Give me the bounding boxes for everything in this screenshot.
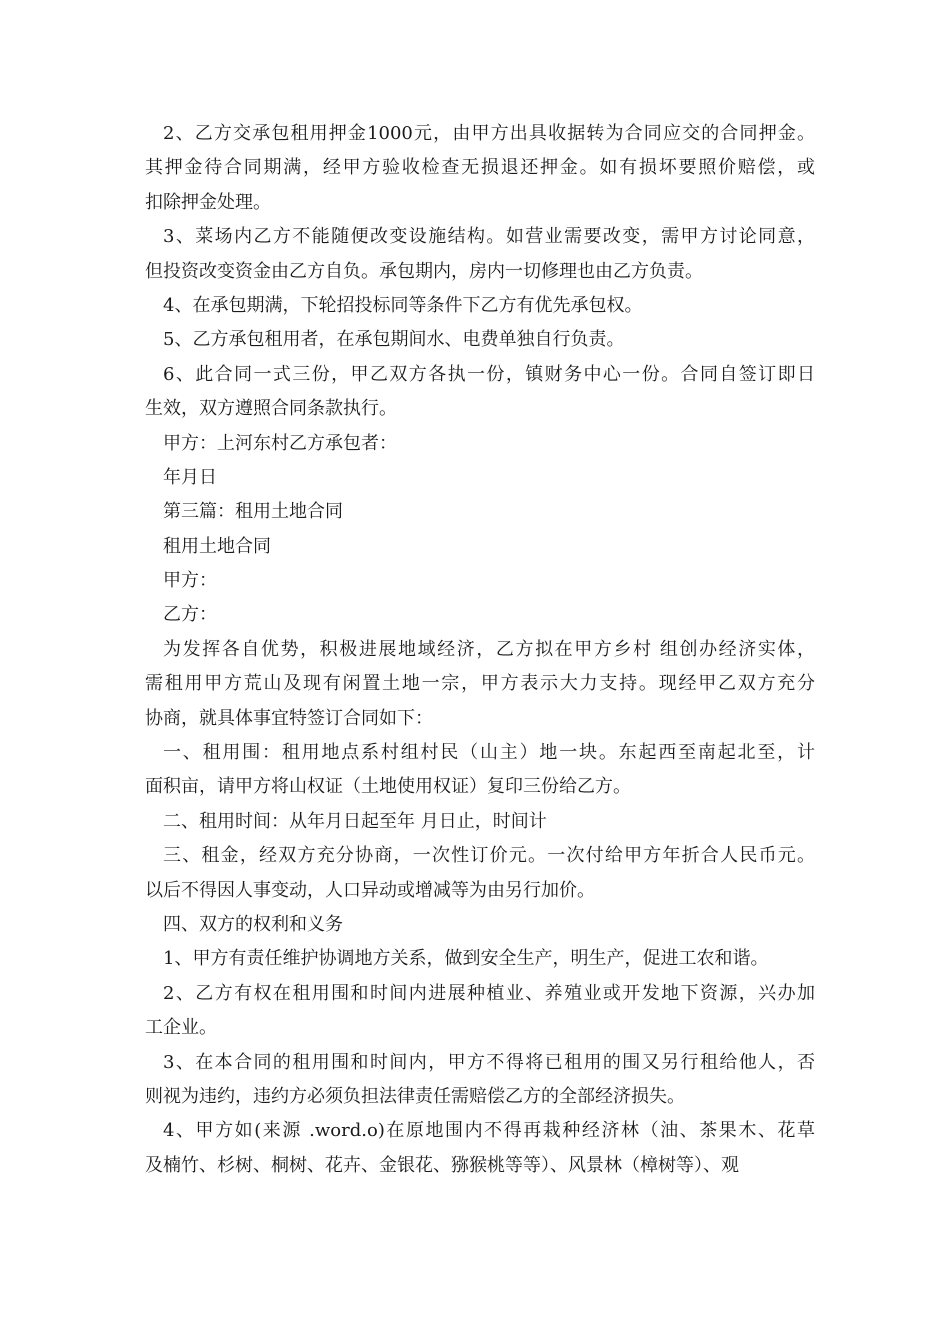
paragraph-line: 其押金待合同期满，经甲方验收检查无损退还押金。如有损坏要照价赔偿，或 — [145, 157, 815, 179]
section-heading: 第三篇：租用土地合同 — [163, 501, 343, 523]
contract-title: 租用土地合同 — [163, 535, 271, 557]
date-line: 年月日 — [163, 466, 217, 488]
party-b-line: 乙方： — [163, 604, 217, 626]
paragraph-line: 3、在本合同的租用围和时间内，甲方不得将已租用的围又另行租给他人，否 — [163, 1051, 815, 1073]
paragraph-line: 为发挥各自优势，积极进展地域经济，乙方拟在甲方乡村 组创办经济实体， — [163, 638, 815, 660]
party-a-line: 甲方： — [163, 570, 217, 592]
paragraph-line: 5、乙方承包租用者，在承包期间水、电费单独自行负责。 — [163, 329, 625, 351]
paragraph-line: 1、甲方有责任维护协调地方关系，做到安全生产，明生产，促进工农和谐。 — [163, 948, 769, 970]
signature-line: 甲方：上河东村乙方承包者： — [163, 432, 397, 454]
paragraph-line: 但投资改变资金由乙方自负。承包期内，房内一切修理也由乙方负责。 — [145, 260, 703, 282]
paragraph-line: 工企业。 — [145, 1017, 217, 1039]
paragraph-line: 4、甲方如(来源 .word.o)在原地围内不得再栽种经济林（油、茶果木、花草 — [163, 1120, 815, 1142]
paragraph-line: 面积亩，请甲方将山权证（土地使用权证）复印三份给乙方。 — [145, 776, 631, 798]
paragraph-line: 3、菜场内乙方不能随便改变设施结构。如营业需要改变，需甲方讨论同意， — [163, 226, 815, 248]
paragraph-line: 4、在承包期满，下轮招投标同等条件下乙方有优先承包权。 — [163, 294, 643, 316]
paragraph-line: 扣除押金处理。 — [145, 191, 271, 213]
paragraph-line: 需租用甲方荒山及现有闲置土地一宗，甲方表示大力支持。现经甲乙双方充分 — [145, 673, 815, 695]
paragraph-line: 6、此合同一式三份，甲乙双方各执一份，镇财务中心一份。合同自签订即日 — [163, 363, 815, 385]
paragraph-line: 以后不得因人事变动，人口异动或增减等为由另行加价。 — [145, 879, 595, 901]
paragraph-line: 则视为违约，违约方必须负担法律责任需赔偿乙方的全部经济损失。 — [145, 1085, 685, 1107]
paragraph-line: 2、乙方有权在租用围和时间内进展种植业、养殖业或开发地下资源，兴办加 — [163, 982, 815, 1004]
paragraph-line: 及楠竹、杉树、桐树、花卉、金银花、猕猴桃等等）、风景林（樟树等）、观 — [145, 1154, 739, 1176]
paragraph-line: 二、租用时间：从年月日起至年 月日止，时间计 — [163, 810, 547, 832]
paragraph-line: 三、租金，经双方充分协商，一次性订价元。一次付给甲方年折合人民币元。 — [163, 845, 815, 867]
section-heading: 四、双方的权利和义务 — [163, 913, 343, 935]
document-body — [145, 117, 815, 1183]
paragraph-line: 协商，就具体事宜特签订合同如下： — [145, 707, 433, 729]
paragraph-line: 一、租用围：租用地点系村组村民（山主）地一块。东起西至南起北至，计 — [163, 742, 815, 764]
paragraph-line: 2、乙方交承包租用押金1000元，由甲方出具收据转为合同应交的合同押金。 — [163, 123, 815, 144]
paragraph-line: 生效，双方遵照合同条款执行。 — [145, 398, 397, 420]
